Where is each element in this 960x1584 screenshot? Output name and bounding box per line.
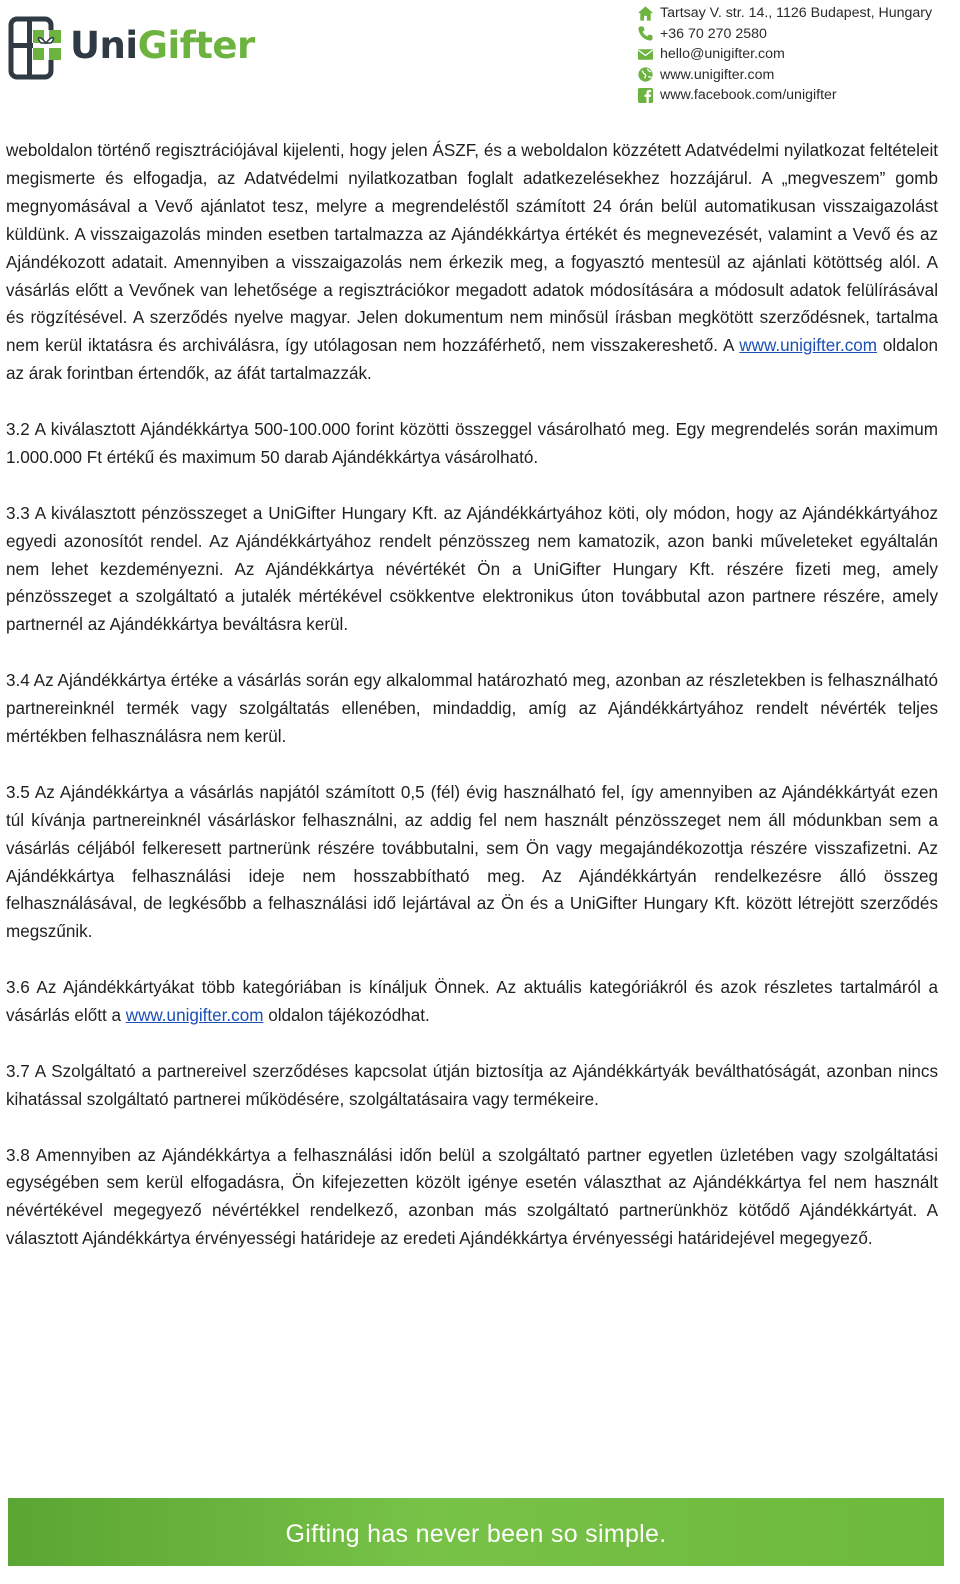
footer-banner xyxy=(8,1498,944,1566)
contact-facebook[interactable] xyxy=(636,85,956,106)
paragraph-text: Amennyiben az Ajándékkártya a felhasználási időn belül a szolgáltató partner egyetlen üzletében vagy szolgáltatási egységében sem kerül elfogadásra, Ön kifejezetten közölt igénye esetén választhat az Ajándékkártya fel nem használt névértékével megegyező névértékkel rendelkező, azonban más szolgáltató partnerünkhöz kötődő Ajándékkártyát. A választott Ajándékkártya érvényességi határideje az eredeti Ajándékkártya érvényességi határidejével megegyező. xyxy=(6,1145,938,1249)
contact-phone-text: +36 70 270 2580 xyxy=(660,25,767,42)
section-number: 3.8 xyxy=(6,1145,30,1165)
contact-website-text: www.unigifter.com xyxy=(660,66,775,83)
section-number: 3.2 xyxy=(6,420,30,440)
section-number: 3.5 xyxy=(6,782,30,802)
gift-card-logo-icon xyxy=(8,16,64,80)
paragraph-text: A kiválasztott Ajándékkártya 500-100.000 forint közötti összeggel vásárolható meg. Egy megrendelés során maximum 1.000.000 Ft értékű és maximum 50 darab Ajándékkártya vásárolható. xyxy=(6,420,938,467)
unigifter-logo[interactable] xyxy=(8,14,288,84)
unigifter-website-link[interactable]: www.unigifter.com xyxy=(739,336,878,356)
brand-name-uni: Uni xyxy=(70,24,138,67)
contact-address-text: Tartsay V. str. 14., 1126 Budapest, Hungary xyxy=(660,5,933,22)
paragraph-text: Az Ajándékkártya a vásárlás napjától számított 0,5 (fél) évig használható fel, így amennyiben az Ajándékkártyát ezen túl kívánja partnereinknél vásárláskor felhasználni, az addig fel nem használt pénzösszeget nem áll módunkban sem a vásárlás céljából felkeresett partnerünk részére továbbutalni, sem Ön vagy megajándékozottja részére visszafizetni. Az Ajándékkártya felhasználási ideje nem hosszabbítható meg. Az Ajándékkártyán rendelkezésre álló összeg felhasználásával, de legkésőbb a felhasználási idő lejártával az Ön és a UniGifter Hungary Kft. között létrejött szerződés megszűnik. xyxy=(6,782,938,942)
globe-icon xyxy=(636,66,654,84)
unigifter-website-link[interactable]: www.unigifter.com xyxy=(125,1006,264,1026)
paragraph-text: weboldalon történő regisztrációjával kijelenti, hogy jelen ÁSZF, és a weboldalon közzétett Adatvédelmi nyilatkozat feltételeit megismerte és elfogadja, az Adatvédelmi nyilatkozatban foglalt adatkezelésekhez hozzájárul. A „megveszem” gomb megnyomásával a Vevő ajánlatot tesz, melyre a megrendeléstől számított 24 órán belül automatikusan visszaigazolást küldünk. A visszaigazolás minden esetben tartalmazza az Ajándékkártya értékét és megnevezését, valamint a Vevő és az Ajándékozott adatait. Amennyiben a visszaigazolás nem érkezik meg, a fogyasztó mentesül az ajánlati kötöttség alól. A vásárlás előtt a Vevőnek van lehetősége a regisztrációkor megadott adatok módosítására a módosult adatok felülírásával és rögzítésével. A szerződés nyelve magyar. Jelen dokumentum nem minősül írásban megkötött szerződésnek, tartalma nem kerül iktatásra és archiválásra, így utólagosan nem hozzáférhető, nem visszakereshető. A xyxy=(6,141,938,356)
paragraph-3-5 xyxy=(6,779,938,946)
contact-website[interactable] xyxy=(636,65,956,86)
contact-phone[interactable] xyxy=(636,24,956,45)
paragraph-text: Az Ajándékkártyákat több kategóriában is kínáljuk Önnek. Az aktuális kategóriákról és azok részletes tartalmáról a vásárlás előtt a xyxy=(6,978,938,1026)
paragraph-3-8 xyxy=(6,1142,938,1254)
facebook-icon xyxy=(636,86,654,104)
paragraph-3-2 xyxy=(6,416,938,472)
paragraph-text: Az Ajándékkártya értéke a vásárlás során egy alkalommal határozható meg, azonban az részletekben is felhasználható partnereinknél termék vagy szolgáltatás ellenében, mindaddig, amíg az Ajándékkártyához rendelt névérték teljes mértékben felhasználásra nem kerül. xyxy=(6,671,938,746)
section-number: 3.7 xyxy=(6,1061,30,1081)
contact-address xyxy=(636,3,956,24)
contact-email-text: hello@unigifter.com xyxy=(660,46,785,63)
paragraph-3-3 xyxy=(6,500,938,640)
brand-name xyxy=(70,24,255,68)
home-icon xyxy=(636,4,654,22)
footer-slogan: Gifting has never been so simple. xyxy=(285,1519,667,1548)
page-header xyxy=(0,0,960,120)
paragraph-3-1-continued xyxy=(6,137,938,388)
paragraph-3-4 xyxy=(6,667,938,751)
paragraph-text: oldalon tájékozódhat. xyxy=(263,1006,430,1026)
contact-facebook-text: www.facebook.com/unigifter xyxy=(660,87,837,104)
paragraph-text: oldalon az árak forintban értendők, az áfát tartalmazzák. xyxy=(6,336,938,384)
mail-icon xyxy=(636,45,654,63)
section-number: 3.3 xyxy=(6,503,30,523)
paragraph-text: A kiválasztott pénzösszeget a UniGifter Hungary Kft. az Ajándékkártyához köti, oly módon, hogy az Ajándékkártyához egyedi azonosítót rendel. Az Ajándékkártyához rendelt pénzösszeg nem kamatozik, azon banki műveleteket egyáltalán nem lehet kezdeményezni. Az Ajándékkártya névértékét Ön a UniGifter Hungary Kft. részére fizeti meg, amely pénzösszeget a szolgáltató a jutalék mértékével csökkentve elektronikus úton továbbutal azon partnere részére, amely partnernél az Ajándékkártya beváltásra kerül. xyxy=(6,503,938,635)
paragraph-3-6 xyxy=(6,974,938,1030)
paragraph-text: A Szolgáltató a partnereivel szerződéses kapcsolat útján biztosítja az Ajándékkártyák beválthatóságát, azonban nincs kihatással szolgáltató partnerei működésére, szolgáltatásaira vagy termékeire. xyxy=(6,1061,938,1109)
brand-name-gifter: Gifter xyxy=(137,24,255,67)
paragraph-3-7 xyxy=(6,1058,938,1114)
phone-icon xyxy=(636,25,654,43)
contact-info xyxy=(636,3,956,106)
terms-content xyxy=(6,137,938,1253)
contact-email[interactable] xyxy=(636,44,956,65)
section-number: 3.6 xyxy=(6,978,30,998)
section-number: 3.4 xyxy=(6,671,30,691)
